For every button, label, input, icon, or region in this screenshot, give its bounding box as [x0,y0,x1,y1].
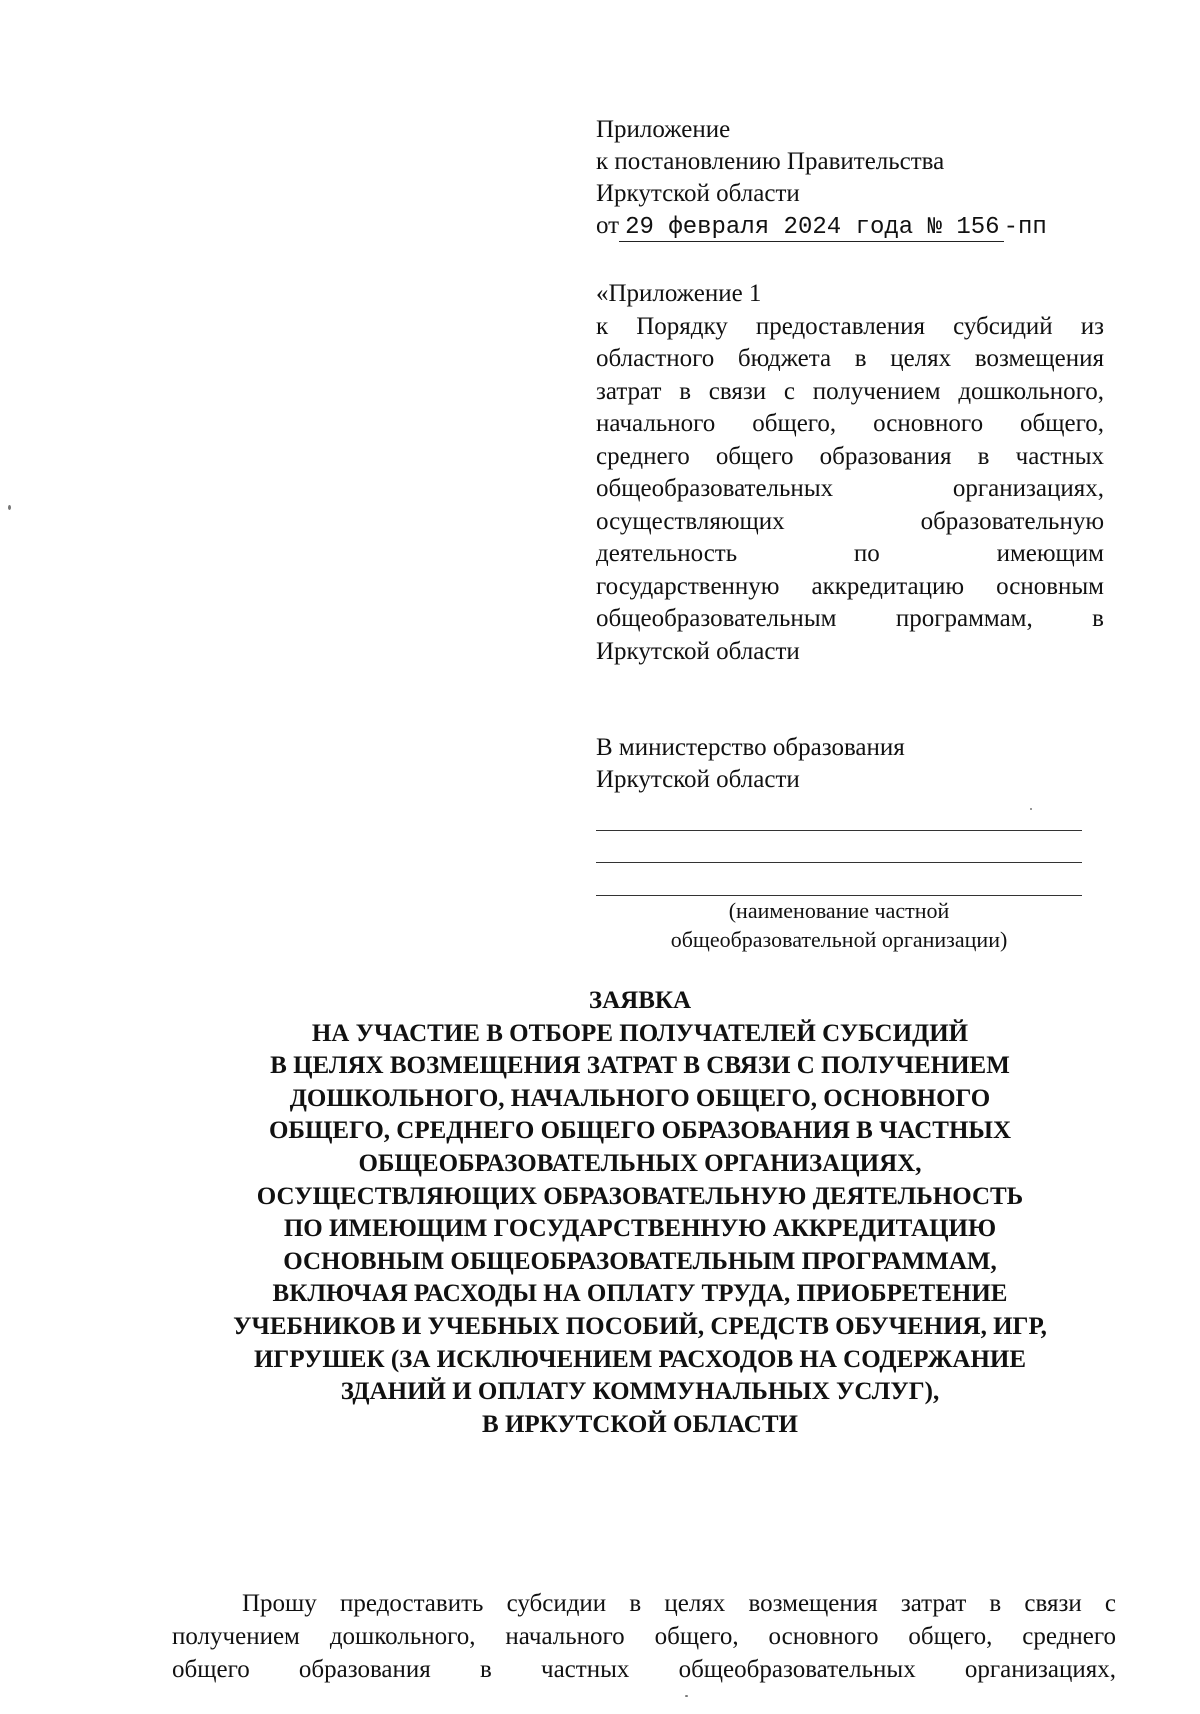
header-line: Приложение [596,116,731,143]
title-line: ИГРУШЕК (ЗА ИСКЛЮЧЕНИЕМ РАСХОДОВ НА СОДЕРЖАНИЕ [253,1345,1027,1373]
caption-line: (наименование частной [728,898,950,923]
title-line: ЗАЯВКА [588,987,692,1014]
organization-name-blank-line [596,830,1082,831]
title-line: ОБЩЕОБРАЗОВАТЕЛЬНЫХ ОРГАНИЗАЦИЯХ, [358,1149,922,1177]
title-line: ВКЛЮЧАЯ РАСХОДЫ НА ОПЛАТУ ТРУДА, ПРИОБРЕТЕНИЕ [272,1280,1008,1308]
document-title [100,985,1180,1441]
addressee-line: В министерство образования [596,734,905,761]
decree-number-suffix: -пп [1003,214,1047,241]
title-line: ОБЩЕГО, СРЕДНЕГО ОБЩЕГО ОБРАЗОВАНИЯ В ЧАСТНЫХ [268,1117,1012,1145]
appendix-line: «Приложение 1 [596,280,762,307]
title-line: ДОШКОЛЬНОГО, НАЧАЛЬНОГО ОБЩЕГО, ОСНОВНОГО [289,1084,991,1112]
organization-name-blank-line [596,862,1082,863]
scan-speck [685,1695,688,1697]
title-line: УЧЕБНИКОВ И УЧЕБНЫХ ПОСОБИЙ, СРЕДСТВ ОБУЧЕНИЯ, ИГР, [233,1312,1047,1340]
decree-date-value: 29 февраля 2024 года № 156 [619,215,1003,242]
decree-date-line [596,210,1116,244]
organization-name-caption [596,896,1082,954]
addressee-line: Иркутской области [596,766,800,793]
title-line: НА УЧАСТИЕ В ОТБОРЕ ПОЛУЧАТЕЛЕЙ СУБСИДИЙ [311,1019,969,1047]
caption-line: общеобразовательной организации) [670,927,1008,952]
paragraph-line: Прошу предоставить субсидии в целях возмещения затрат в связи с [242,1590,1116,1617]
title-line: ОСНОВНЫМ ОБЩЕОБРАЗОВАТЕЛЬНЫМ ПРОГРАММАМ, [283,1247,997,1275]
title-line: ОСУЩЕСТВЛЯЮЩИХ ОБРАЗОВАТЕЛЬНУЮ ДЕЯТЕЛЬНОСТЬ [256,1182,1024,1210]
request-paragraph [172,1587,1116,1686]
scan-speck [1030,808,1032,810]
title-line: В ЦЕЛЯХ ВОЗМЕЩЕНИЯ ЗАТРАТ В СВЯЗИ С ПОЛУЧЕНИЕМ [270,1052,1010,1080]
appendix-line: областного бюджета в целях возмещения [596,345,1104,372]
approval-header [596,114,1116,244]
appendix-line: среднего общего образования в частных [596,442,1104,470]
appendix-line: Иркутской области [596,637,800,665]
appendix-line: общеобразовательным программам, в [596,605,1104,632]
title-line: ПО ИМЕЮЩИМ ГОСУДАРСТВЕННУЮ АККРЕДИТАЦИЮ [283,1215,997,1243]
date-prefix: от [596,212,620,239]
header-line: к постановлению Правительства [596,148,945,175]
appendix-line: деятельность по имеющим [596,540,1104,567]
appendix-line: затрат в связи с получением дошкольного, [596,377,1104,405]
scan-speck [8,505,11,510]
appendix-reference [596,278,1104,668]
appendix-line: начального общего, основного общего, [596,410,1104,437]
title-line: В ИРКУТСКОЙ ОБЛАСТИ [482,1410,798,1438]
appendix-line: осуществляющих образовательную [596,507,1104,535]
paragraph-line: получением дошкольного, начального общего, основного общего, среднего [172,1623,1116,1650]
appendix-line: общеобразовательных организациях, [596,475,1104,502]
header-line: Иркутской области [596,180,800,207]
addressee [596,732,1116,796]
title-line: ЗДАНИЙ И ОПЛАТУ КОММУНАЛЬНЫХ УСЛУГ), [340,1378,940,1406]
appendix-line: государственную аккредитацию основным [596,572,1104,600]
appendix-line: к Порядку предоставления субсидий из [596,312,1104,340]
paragraph-line: общего образования в частных общеобразовательных организациях, [172,1656,1116,1683]
